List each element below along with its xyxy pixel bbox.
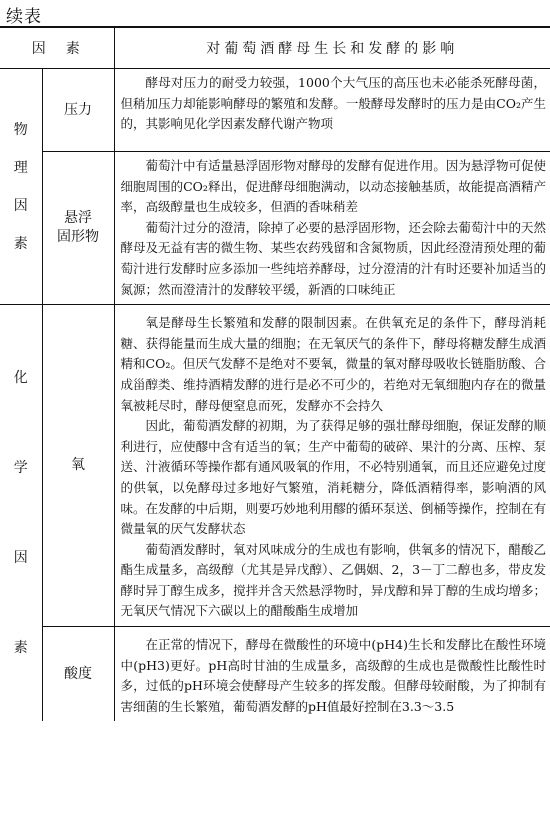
category-char: 因 xyxy=(13,550,28,567)
table-row xyxy=(0,69,550,152)
table-caption: 续表 xyxy=(6,7,42,27)
category-char: 物 xyxy=(13,121,28,138)
effect-paragraph: 氧是酵母生长繁殖和发酵的限制因素。在供氧充足的条件下，酵母消耗糖、获得能量而生成大量的细胞；在无氧厌气的条件下，酵母将糖发酵生成酒精和CO₂。但厌气发酵不是绝对不要氧，微量的氧对酵母吸收长链脂肪酸、合成甾醇类、维持酒精发酵的进行是必不可少的，若绝对无氧细胞内存在的微量氧被耗尽时，酵母便窒息而死，发酵亦不会持久 xyxy=(120,315,546,413)
category-char: 理 xyxy=(13,159,28,176)
header-factor: 因素 xyxy=(0,27,114,69)
category-char: 素 xyxy=(13,235,28,252)
category-char: 学 xyxy=(13,460,28,477)
effect-paragraph: 葡萄汁过分的澄清，除掉了必要的悬浮固形物，还会除去葡萄汁中的天然酵母及无益有害的微生物、某些农药残留和含氮物质，因此经澄清预处理的葡萄汁进行发酵时应多添加一些纯培养酵母，过分澄清的汁有时还要补加适当的氮源；然而澄清汁的发酵较平缓，新酒的口味纯正 xyxy=(120,219,546,297)
category-char: 化 xyxy=(13,370,28,387)
factor-oxygen: 氧 xyxy=(42,305,114,627)
effect-paragraph: 葡萄酒发酵时，氧对风味成分的生成也有影响，供氧多的情况下，醋酸乙酯生成量多，高级醇（尤其是异戊醇）、乙偶姻、2，3－丁二醇也多，带皮发酵时异丁醇生成多，搅拌并含天然悬浮物时，异戊醇和异丁醇的生成均增多；无氧厌气情况下六碳以上的醋酸酯生成增加 xyxy=(120,541,546,619)
header-effect: 对葡萄酒酵母生长和发酵的影响 xyxy=(114,27,550,69)
factor-line: 固形物 xyxy=(57,229,99,246)
category-physical xyxy=(0,69,42,305)
category-char: 因 xyxy=(13,197,28,214)
table-row xyxy=(0,305,550,627)
factor-line: 悬浮 xyxy=(64,210,92,227)
table-row xyxy=(0,152,550,305)
effect-pressure xyxy=(114,69,550,152)
category-char: 素 xyxy=(13,640,28,657)
factor-table xyxy=(0,26,550,721)
factor-acidity: 酸度 xyxy=(42,627,114,722)
category-chemical xyxy=(0,305,42,722)
factor-suspended-solids xyxy=(42,152,114,305)
table-header-row xyxy=(0,27,550,69)
effect-acidity xyxy=(114,627,550,722)
effect-paragraph: 酵母对压力的耐受力较强，1000个大气压的高压也未必能杀死酵母菌，但稍加压力却能影响酵母的繁殖和发酵。一般酵母发酵时的压力是由CO₂产生的，其影响见化学因素发酵代谢产物项 xyxy=(120,75,546,132)
table-row xyxy=(0,627,550,722)
effect-paragraph: 因此，葡萄酒发酵的初期，为了获得足够的强壮酵母细胞，保证发酵的顺利进行，应使醪中含有适当的氧；生产中葡萄的破碎、果汁的分离、压榨、泵送、汁液循环等操作都有通风吸氧的作用，不必特别通氧，而且还应避免过度的供氧，以免酵母过多地好气繁殖，消耗糖分，降低酒精得率，影响酒的风味。在发酵的中后期，则要巧妙地利用醪的循环泵送、倒桶等操作，控制在有微量氧的厌气发酵状态 xyxy=(120,418,546,537)
factor-pressure: 压力 xyxy=(42,69,114,152)
effect-suspended-solids xyxy=(114,152,550,305)
effect-paragraph: 葡萄汁中有适量悬浮固形物对酵母的发酵有促进作用。因为悬浮物可促使细胞周围的CO₂释出，促进酵母细胞满动，以动态接触基质，故能提高酒精产率，高级醇量也生成较多，但酒的香味稍差 xyxy=(120,158,546,215)
effect-paragraph: 在正常的情况下，酵母在微酸性的环境中(pH4)生长和发酵比在酸性环境中(pH3)更好。pH高时甘油的生成量多，高级醇的生成也是微酸性比酸性时多，过低的pH环境会使酵母产生较多的挥发酸。但酵母较耐酸，为了抑制有害细菌的生长繁殖，葡萄酒发酵的pH值最好控制在3.3～3.5 xyxy=(120,637,546,714)
effect-oxygen xyxy=(114,305,550,627)
